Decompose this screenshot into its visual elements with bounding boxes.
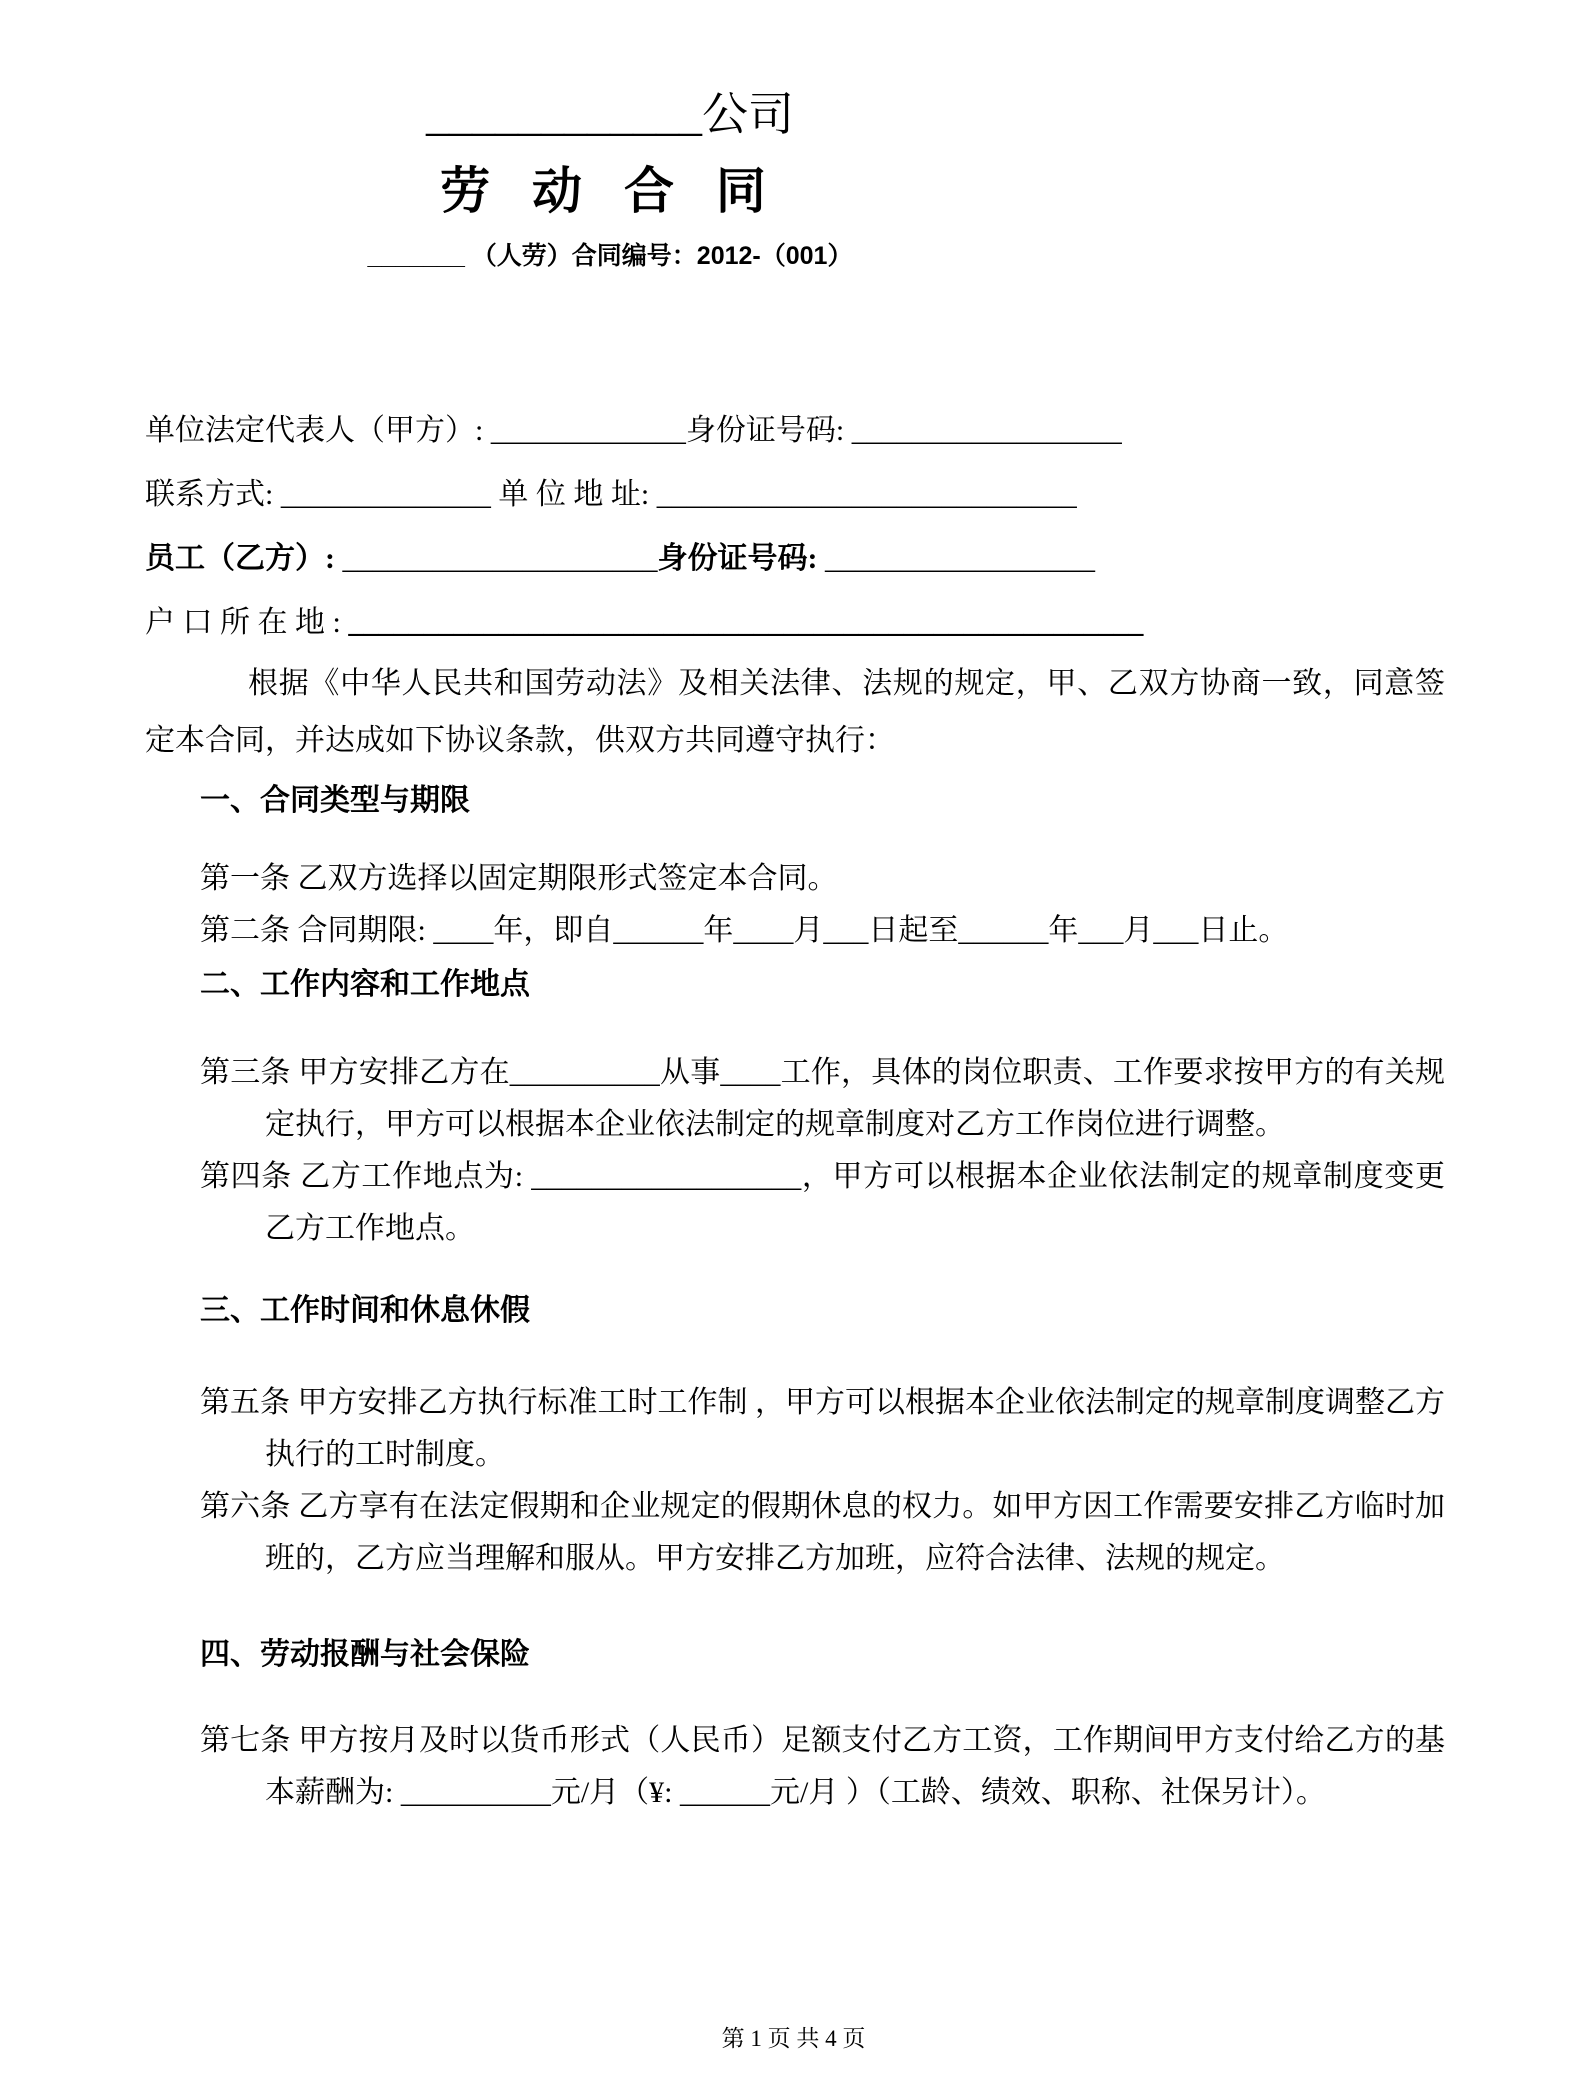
household-registration-label: 户 口 所 在 地 : (145, 606, 349, 639)
section-heading-1-contract-type-and-term: 一、合同类型与期限 (200, 784, 470, 817)
company-name-blank: ____________ (426, 89, 702, 140)
article-4: 第四条 乙方工作地点为: __________________，甲方可以根据本企业依法制定的规章制度变更乙方工作地点。 (200, 1160, 1445, 1245)
employee-name-blank: _____________________ (342, 542, 658, 575)
parties-info-form (145, 399, 1445, 655)
company-address-blank: ____________________________ (656, 478, 1077, 511)
article-2: 第二条 合同期限: ____年，即自______年____月___日起至______年___月___日止。 (200, 914, 1289, 947)
party-b-id-number-blank: __________________ (825, 542, 1095, 575)
form-line-contact-address (145, 463, 1445, 527)
party-a-id-number-blank: __________________ (851, 414, 1122, 447)
legal-representative-blank: _____________ (490, 414, 686, 447)
document-title: 劳 动 合 同 (440, 163, 780, 219)
section-heading-2-job-content-and-location: 二、工作内容和工作地点 (200, 968, 530, 1001)
company-title-line (145, 85, 1075, 145)
article-3: 第三条 甲方安排乙方在__________从事____工作，具体的岗位职责、工作要求按甲方的有关规定执行，甲方可以根据本企业依法制定的规章制度对乙方工作岗位进行调整。 (200, 1056, 1445, 1141)
section-heading-4-remuneration-and-social-insurance: 四、劳动报酬与社会保险 (200, 1638, 530, 1671)
contract-number-line: _______ （人劳）合同编号：2012-（001） (367, 242, 853, 270)
contact-method-label: 联系方式: (145, 478, 281, 511)
form-line-legal-representative (145, 399, 1445, 463)
form-line-employee (145, 527, 1445, 591)
article-7: 第七条 甲方按月及时以货币形式（人民币）足额支付乙方工资，工作期间甲方支付给乙方的基本薪酬为: __________元/月（¥: ______元/月 ）（工龄、绩效、职称、社保另计）。 (200, 1724, 1445, 1809)
employee-label: 员工（乙方）: (145, 542, 343, 575)
contact-method-blank: ______________ (280, 478, 491, 511)
article-1: 第一条 乙双方选择以固定期限形式签定本合同。 (200, 862, 838, 895)
party-a-id-number-label: 身份证号码: (685, 414, 852, 447)
preamble-paragraph: 根据《中华人民共和国劳动法》及相关法律、法规的规定，甲、乙双方协商一致，同意签定本合同，并达成如下协议条款，供双方共同遵守执行： (145, 667, 1445, 757)
company-address-label: 单 位 地 址: (490, 478, 657, 511)
article-5: 第五条 甲方安排乙方执行标准工时工作制 ，甲方可以根据本企业依法制定的规章制度调整乙方执行的工时制度。 (200, 1386, 1445, 1471)
legal-representative-label: 单位法定代表人（甲方）: (145, 414, 491, 447)
company-suffix: 公司 (702, 89, 794, 140)
document-header (145, 85, 1075, 273)
party-b-id-number-label: 身份证号码: (657, 542, 825, 575)
form-line-household-registration (145, 591, 1445, 655)
page-number-footer: 第 1 页 共 4 页 (721, 2026, 866, 2051)
section-heading-3-working-hours-and-rest: 三、工作时间和休息休假 (200, 1294, 530, 1327)
household-registration-blank: _____________________________________________________ (348, 606, 1144, 639)
article-6: 第六条 乙方享有在法定假期和企业规定的假期休息的权力。如甲方因工作需要安排乙方临时加班的，乙方应当理解和服从。甲方安排乙方加班，应符合法律、法规的规定。 (200, 1490, 1445, 1575)
